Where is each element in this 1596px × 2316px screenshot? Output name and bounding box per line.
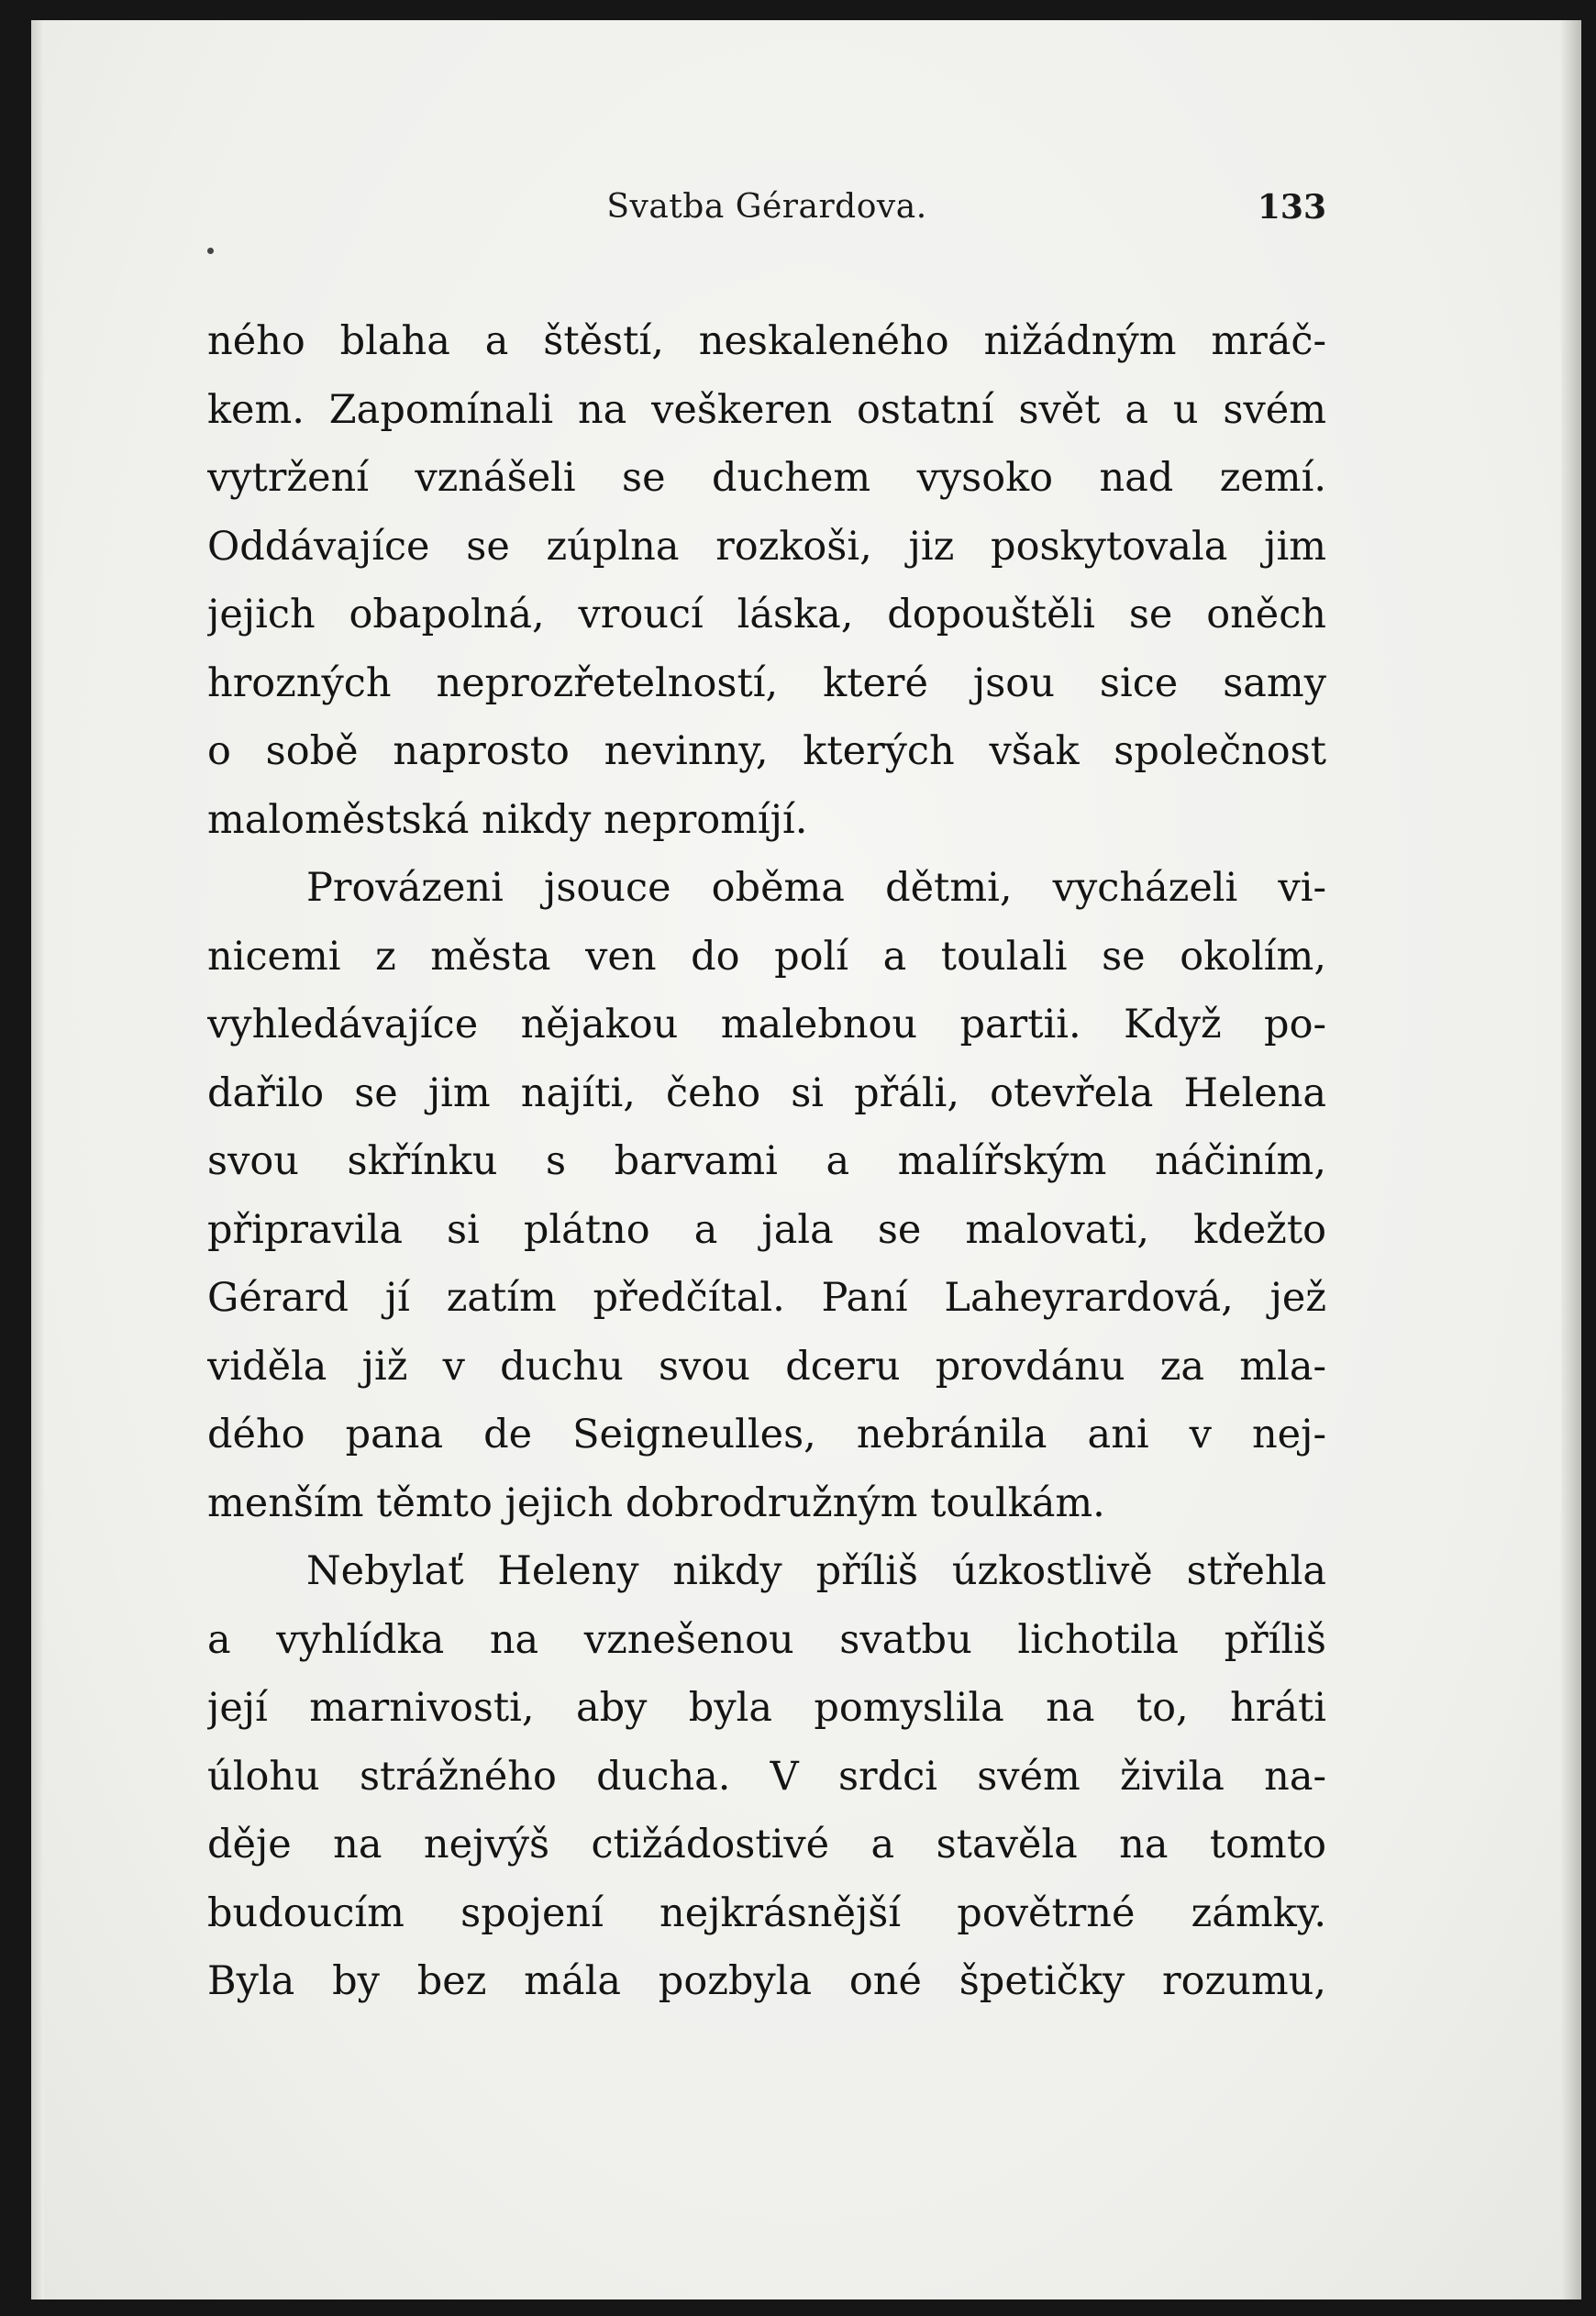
paragraph-start-line: Nebylať Heleny nikdy příliš úzkostlivě střehla [306, 1548, 1326, 1594]
body-text [207, 307, 1326, 2016]
page-left-edge [31, 20, 44, 2299]
text-line: její marnivosti, aby byla pomyslila na to, hráti [207, 1685, 1326, 1731]
paragraph-start-line: Provázeni jsouce oběma dětmi, vycházeli vi- [306, 865, 1326, 911]
text-line: viděla již v duchu svou dceru provdánu za mla- [207, 1343, 1326, 1390]
text-line: úlohu strážného ducha. V srdci svém živila na- [207, 1753, 1326, 1800]
text-line: budoucím spojení nejkrásnější povětrné zámky. [207, 1889, 1326, 1936]
text-line: dého pana de Seigneulles, nebránila ani v nej- [207, 1412, 1326, 1457]
text-line: Byla by bez mála pozbyla oné špetičky rozumu, [207, 1958, 1326, 2004]
page-right-edge [1561, 20, 1581, 2299]
margin-speck [207, 248, 214, 254]
text-line: vyhledávajíce nějakou malebnou partii. Když po- [207, 1002, 1326, 1047]
text-line: o sobě naprosto nevinny, kterých však společnost [207, 728, 1326, 774]
text-line: jejich obapolná, vroucí láska, dopouštěli se oněch [207, 592, 1326, 637]
text-line: Gérard jí zatím předčítal. Paní Laheyrardová, jež [207, 1275, 1326, 1321]
text-line: vytržení vznášeli se duchem vysoko nad zemí. [207, 455, 1326, 501]
text-line: svou skřínku s barvami a malířským náčiním, [207, 1138, 1326, 1184]
text-line: menším těmto jejich dobrodružným toulkám. [207, 1479, 1105, 1526]
text-line: hrozných neprozřetelností, které jsou sice samy [207, 659, 1326, 706]
text-line: ného blaha a štěstí, neskaleného nižádným mráč- [207, 318, 1326, 364]
text-line: Oddávajíce se zúplna rozkoši, jiz poskytovala jim [207, 523, 1326, 570]
text-line: kem. Zapomínali na veškeren ostatní svět a u svém [207, 386, 1326, 433]
page-number: 133 [1257, 188, 1326, 227]
text-line: nicemi z města ven do polí a toulali se okolím, [207, 933, 1326, 980]
running-head [207, 188, 1326, 236]
text-line: a vyhlídka na vznešenou svatbu lichotila příliš [207, 1616, 1326, 1663]
text-line: maloměstská nikdy nepromíjí. [207, 796, 808, 843]
text-line: dařilo se jim najíti, čeho si přáli, otevřela Helena [207, 1069, 1326, 1116]
text-line: připravila si plátno a jala se malovati, kdežto [207, 1206, 1326, 1253]
text-line: děje na nejvýš ctižádostivé a stavěla na tomto [207, 1822, 1326, 1867]
running-title: Svatba Gérardova. [606, 188, 927, 226]
